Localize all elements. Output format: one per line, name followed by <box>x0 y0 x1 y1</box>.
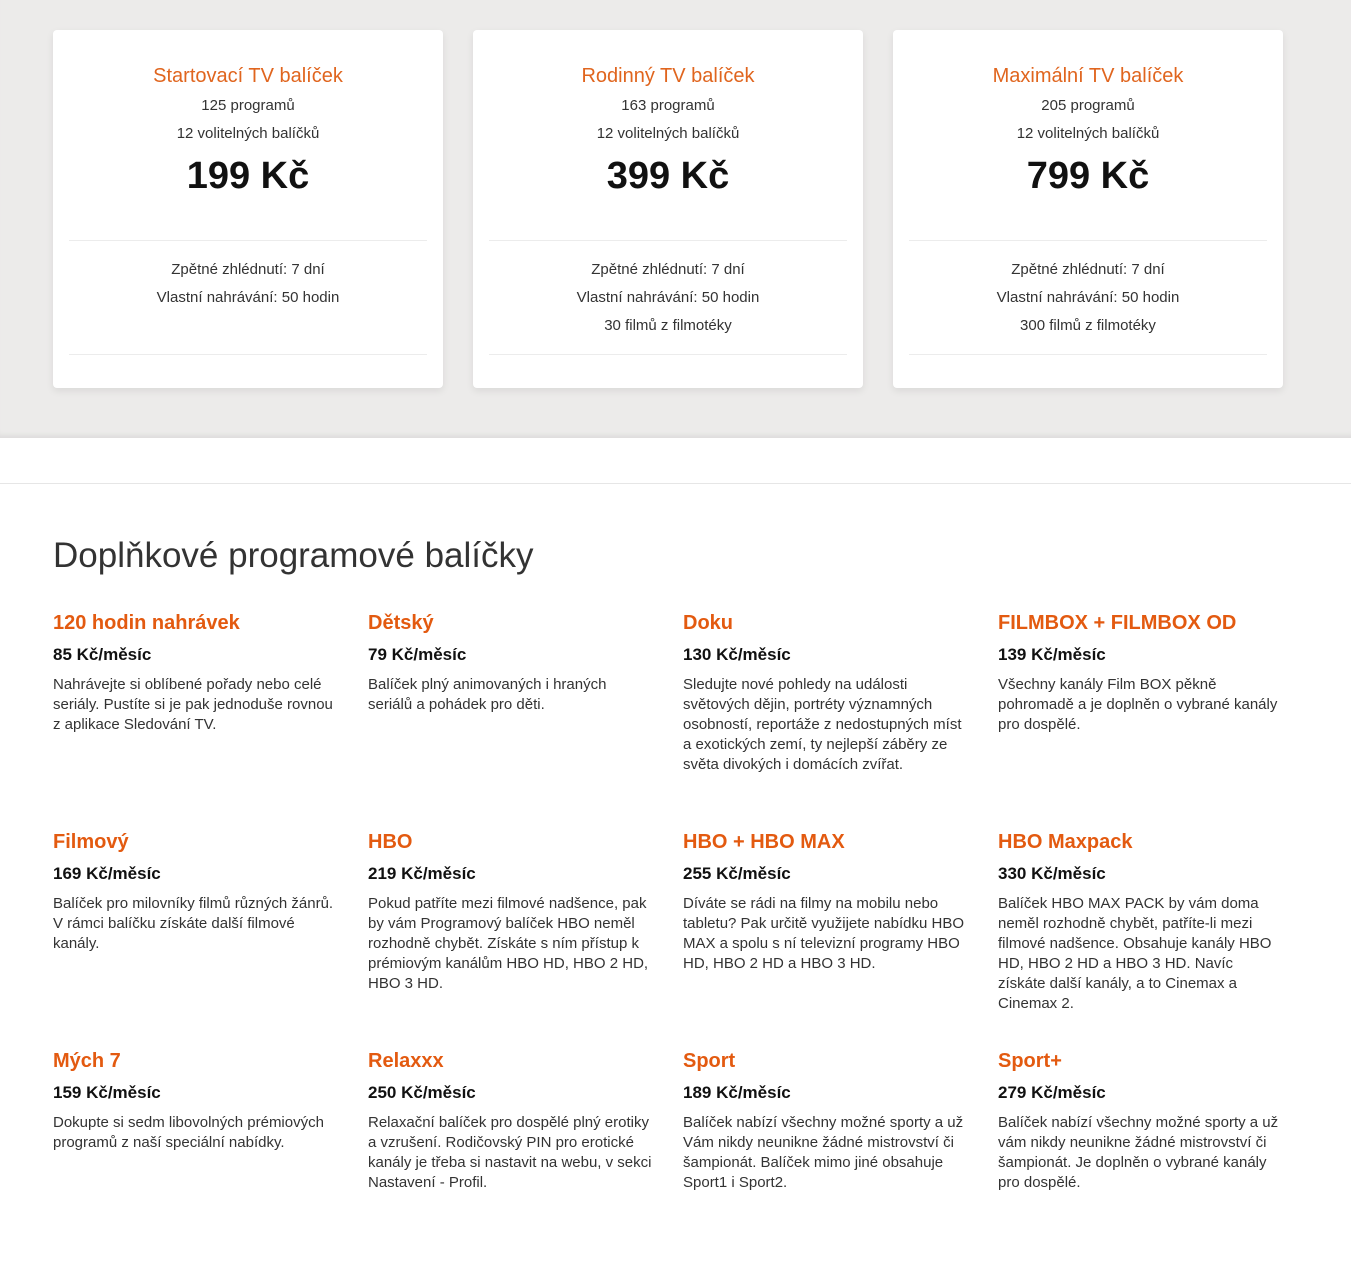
addon-description: Balíček nabízí všechny možné sporty a už vám nikdy neunikne žádné mistrovství či šampionát. Je doplněn o vybrané kanály pro dospělé. <box>998 1114 1279 1191</box>
addon-name[interactable]: 120 hodin nahrávek <box>53 612 240 634</box>
tv-packages-section <box>0 0 1351 438</box>
addon-description: Balíček plný animovaných i hraných seriálů a pohádek pro děti. <box>368 676 607 713</box>
package-feature: 300 filmů z filmotéky <box>1020 317 1156 334</box>
package-programs: 163 programů <box>621 97 715 114</box>
addons-heading: Doplňkové programové balíčky <box>53 536 534 575</box>
package-programs: 125 programů <box>201 97 295 114</box>
addon-description: Nahrávejte si oblíbené pořady nebo celé seriály. Pustíte si je pak jednoduše rovnou z aplikace Sledování TV. <box>53 676 333 733</box>
addon-description: Díváte se rádi na filmy na mobilu nebo tabletu? Pak určitě využijete nabídku HBO MAX a spolu s ní televizní programy HBO HD, HBO 2 HD a HBO 3 HD. <box>683 895 964 972</box>
addon-item <box>368 829 683 1048</box>
addon-name[interactable]: Doku <box>683 612 733 634</box>
package-title: Maximální TV balíček <box>992 65 1184 87</box>
addon-price: 330 Kč/měsíc <box>998 864 1106 883</box>
divider <box>909 240 1267 241</box>
addon-price: 169 Kč/měsíc <box>53 864 161 883</box>
addon-item <box>53 1048 368 1267</box>
addon-description: Všechny kanály Film BOX pěkně pohromadě a je doplněn o vybrané kanály pro dospělé. <box>998 676 1278 733</box>
addon-description: Relaxační balíček pro dospělé plný erotiky a vzrušení. Rodičovský PIN pro erotické kanály je třeba si nastavit na webu, v sekci Nastavení - Profil. <box>368 1114 652 1191</box>
addon-name[interactable]: HBO Maxpack <box>998 831 1133 853</box>
addons-grid <box>53 610 1313 1267</box>
tv-package-card[interactable] <box>53 30 443 388</box>
addon-description: Sledujte nové pohledy na události světových dějin, portréty významných osobností, reportáže z nedostupných míst a exotických zemí, ty nejlepší záběry ze světa divokých i domácích zvířat. <box>683 676 962 773</box>
addon-name[interactable]: Filmový <box>53 831 129 853</box>
addon-name[interactable]: FILMBOX + FILMBOX OD <box>998 612 1237 634</box>
addon-item <box>368 1048 683 1267</box>
package-optional: 12 volitelných balíčků <box>596 125 740 142</box>
addon-price: 279 Kč/měsíc <box>998 1083 1106 1102</box>
addon-description: Balíček HBO MAX PACK by vám doma neměl rozhodně chybět, patříte-li mezi filmové nadšence. Obsahuje kanály HBO HD, HBO 2 HD a HBO 3 HD. Navíc získáte další kanály, a to Cinemax a Cinemax 2. <box>998 895 1272 1012</box>
divider <box>69 240 427 241</box>
addon-name[interactable]: Dětský <box>368 612 434 634</box>
addon-name[interactable]: Sport+ <box>998 1050 1062 1072</box>
package-price: 399 Kč <box>606 155 730 197</box>
tv-package-card[interactable] <box>893 30 1283 388</box>
addon-name[interactable]: Sport <box>683 1050 736 1072</box>
addon-item <box>53 829 368 1048</box>
addon-price: 130 Kč/měsíc <box>683 645 791 664</box>
addon-description: Balíček nabízí všechny možné sporty a už Vám nikdy neunikne žádné mistrovství či šampionát. Balíček mimo jiné obsahuje Sport1 i Sport2. <box>683 1114 964 1191</box>
addon-item <box>683 610 998 829</box>
divider <box>489 354 847 355</box>
addon-name[interactable]: HBO + HBO MAX <box>683 831 845 853</box>
divider <box>69 354 427 355</box>
package-optional: 12 volitelných balíčků <box>176 125 320 142</box>
addon-item <box>53 610 368 829</box>
addon-name[interactable]: Relaxxx <box>368 1050 444 1072</box>
addon-item <box>683 829 998 1048</box>
package-feature: Zpětné zhlédnutí: 7 dní <box>591 261 745 278</box>
addon-price: 189 Kč/měsíc <box>683 1083 791 1102</box>
package-feature: 30 filmů z filmotéky <box>604 317 732 334</box>
package-feature: Vlastní nahrávání: 50 hodin <box>576 289 760 306</box>
addon-price: 79 Kč/měsíc <box>368 645 467 664</box>
addon-name[interactable]: Mých 7 <box>53 1050 121 1072</box>
package-title: Rodinný TV balíček <box>581 65 755 87</box>
addon-price: 85 Kč/měsíc <box>53 645 152 664</box>
addon-name[interactable]: HBO <box>368 831 413 853</box>
divider <box>0 483 1351 484</box>
addon-item <box>998 1048 1313 1267</box>
package-title: Startovací TV balíček <box>153 65 343 87</box>
package-feature: Vlastní nahrávání: 50 hodin <box>996 289 1180 306</box>
tv-package-card[interactable] <box>473 30 863 388</box>
addon-item <box>683 1048 998 1267</box>
package-price: 199 Kč <box>186 155 310 197</box>
addon-description: Balíček pro milovníky filmů různých žánrů. V rámci balíčku získáte další filmové kanály. <box>53 895 334 952</box>
divider <box>909 354 1267 355</box>
addon-description: Dokupte si sedm libovolných prémiových programů z naší speciální nabídky. <box>53 1114 324 1151</box>
addon-item <box>998 829 1313 1048</box>
addon-item <box>368 610 683 829</box>
addon-price: 219 Kč/měsíc <box>368 864 476 883</box>
package-programs: 205 programů <box>1041 97 1135 114</box>
package-feature: Vlastní nahrávání: 50 hodin <box>156 289 340 306</box>
addon-price: 139 Kč/měsíc <box>998 645 1106 664</box>
package-optional: 12 volitelných balíčků <box>1016 125 1160 142</box>
divider <box>489 240 847 241</box>
package-feature: Zpětné zhlédnutí: 7 dní <box>1011 261 1165 278</box>
addon-description: Pokud patříte mezi filmové nadšence, pak by vám Programový balíček HBO neměl rozhodně chybět. Získáte s ním přístup k prémiovým kanálům HBO HD, HBO 2 HD, HBO 3 HD. <box>368 895 649 992</box>
package-price: 799 Kč <box>1026 155 1150 197</box>
addon-price: 250 Kč/měsíc <box>368 1083 476 1102</box>
addon-item <box>998 610 1313 829</box>
package-feature: Zpětné zhlédnutí: 7 dní <box>171 261 325 278</box>
addon-price: 159 Kč/měsíc <box>53 1083 161 1102</box>
addon-price: 255 Kč/měsíc <box>683 864 791 883</box>
